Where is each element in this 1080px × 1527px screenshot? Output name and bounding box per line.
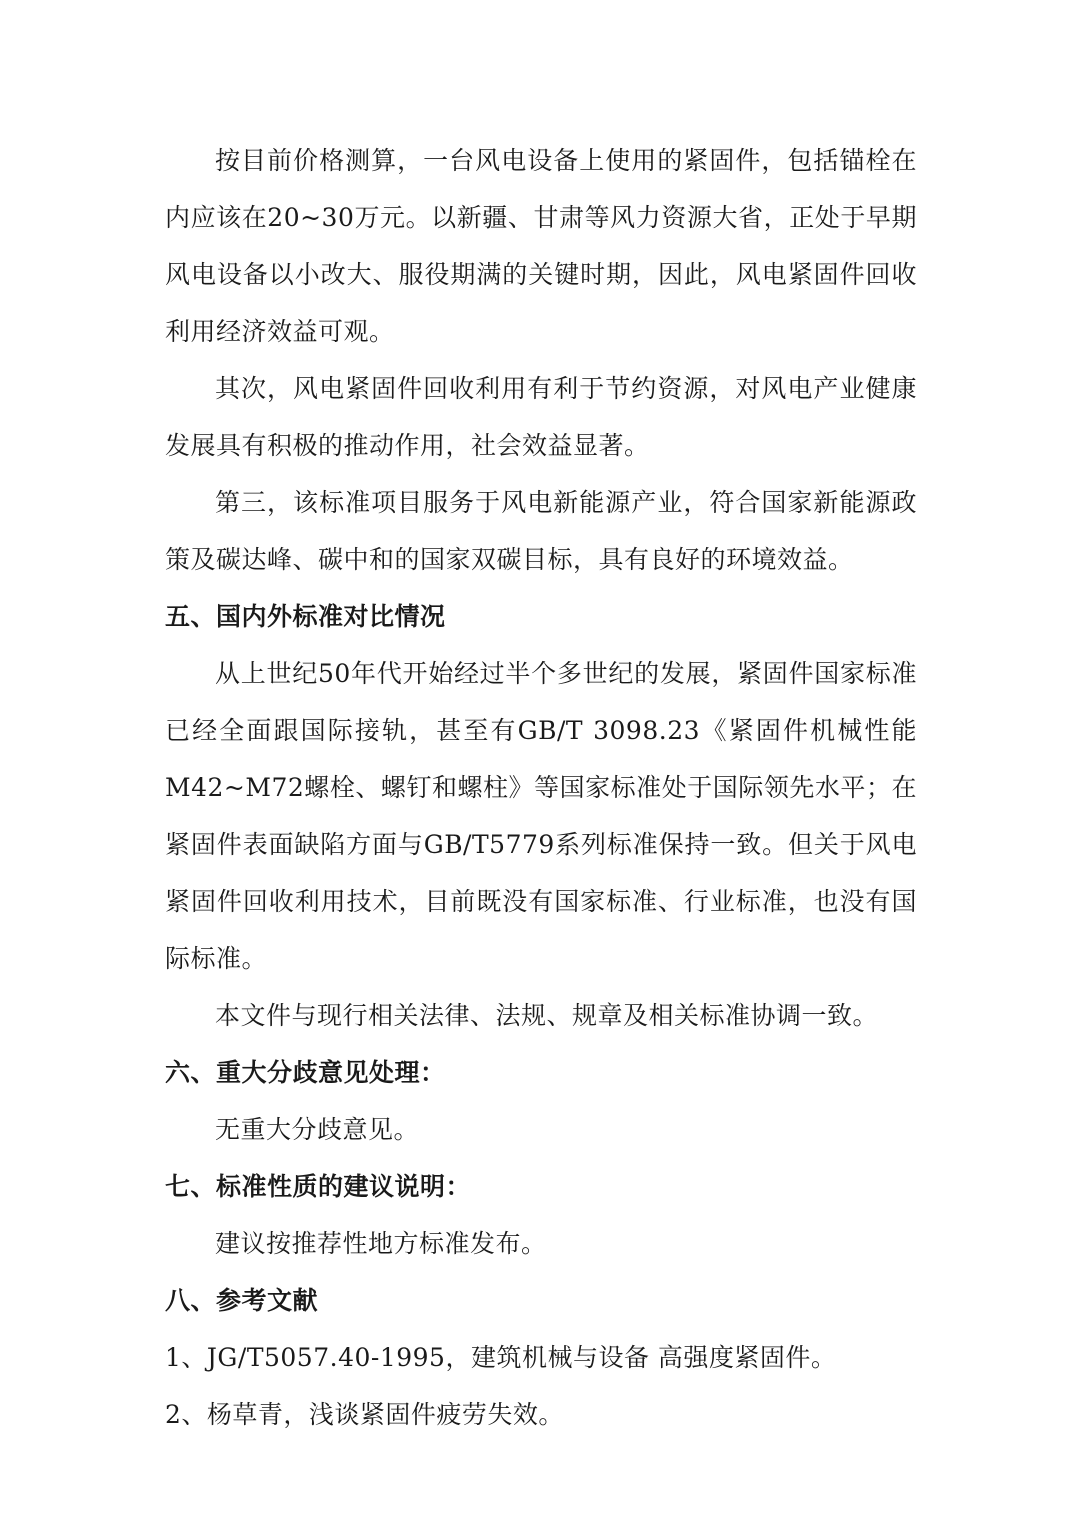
paragraph-recommendation: 建议按推荐性地方标准发布。 xyxy=(215,1229,547,1258)
paragraph-environmental-benefit: 第三，该标准项目服务于风电新能源产业，符合国家新能源政策及碳达峰、碳中和的国家双碳目标，具有良好的环境效益。 xyxy=(165,488,917,574)
paragraph-standards-comparison: 从上世纪50年代开始经过半个多世纪的发展，紧固件国家标准已经全面跟国际接轨，甚至有GB/T 3098.23《紧固件机械性能M42~M72螺栓、螺钉和螺柱》等国家标准处于国际领先水平；在紧固件表面缺陷方面与GB/T5779系列标准保持一致。但关于风电紧固件回收利用技术，目前既没有国家标准、行业标准，也没有国际标准。 xyxy=(165,659,917,973)
paragraph-consistency: 本文件与现行相关法律、法规、规章及相关标准协调一致。 xyxy=(215,1001,879,1030)
section-heading-6: 六、重大分歧意见处理： xyxy=(165,1058,446,1087)
paragraph-economic-benefit: 按目前价格测算，一台风电设备上使用的紧固件，包括锚栓在内应该在20~30万元。以新疆、甘肃等风力资源大省，正处于早期风电设备以小改大、服役期满的关键时期，因此，风电紧固件回收利用经济效益可观。 xyxy=(165,146,917,346)
document-page xyxy=(165,132,917,1443)
section-heading-5: 五、国内外标准对比情况 xyxy=(165,602,446,631)
reference-item-1: 1、JG/T5057.40-1995，建筑机械与设备 高强度紧固件。 xyxy=(165,1343,837,1372)
reference-item-2: 2、杨草青，浅谈紧固件疲劳失效。 xyxy=(165,1400,564,1429)
section-heading-8: 八、参考文献 xyxy=(165,1286,319,1315)
paragraph-social-benefit: 其次，风电紧固件回收利用有利于节约资源，对风电产业健康发展具有积极的推动作用，社会效益显著。 xyxy=(165,374,917,460)
paragraph-no-disagreement: 无重大分歧意见。 xyxy=(215,1115,420,1144)
section-heading-7: 七、标准性质的建议说明： xyxy=(165,1172,472,1201)
